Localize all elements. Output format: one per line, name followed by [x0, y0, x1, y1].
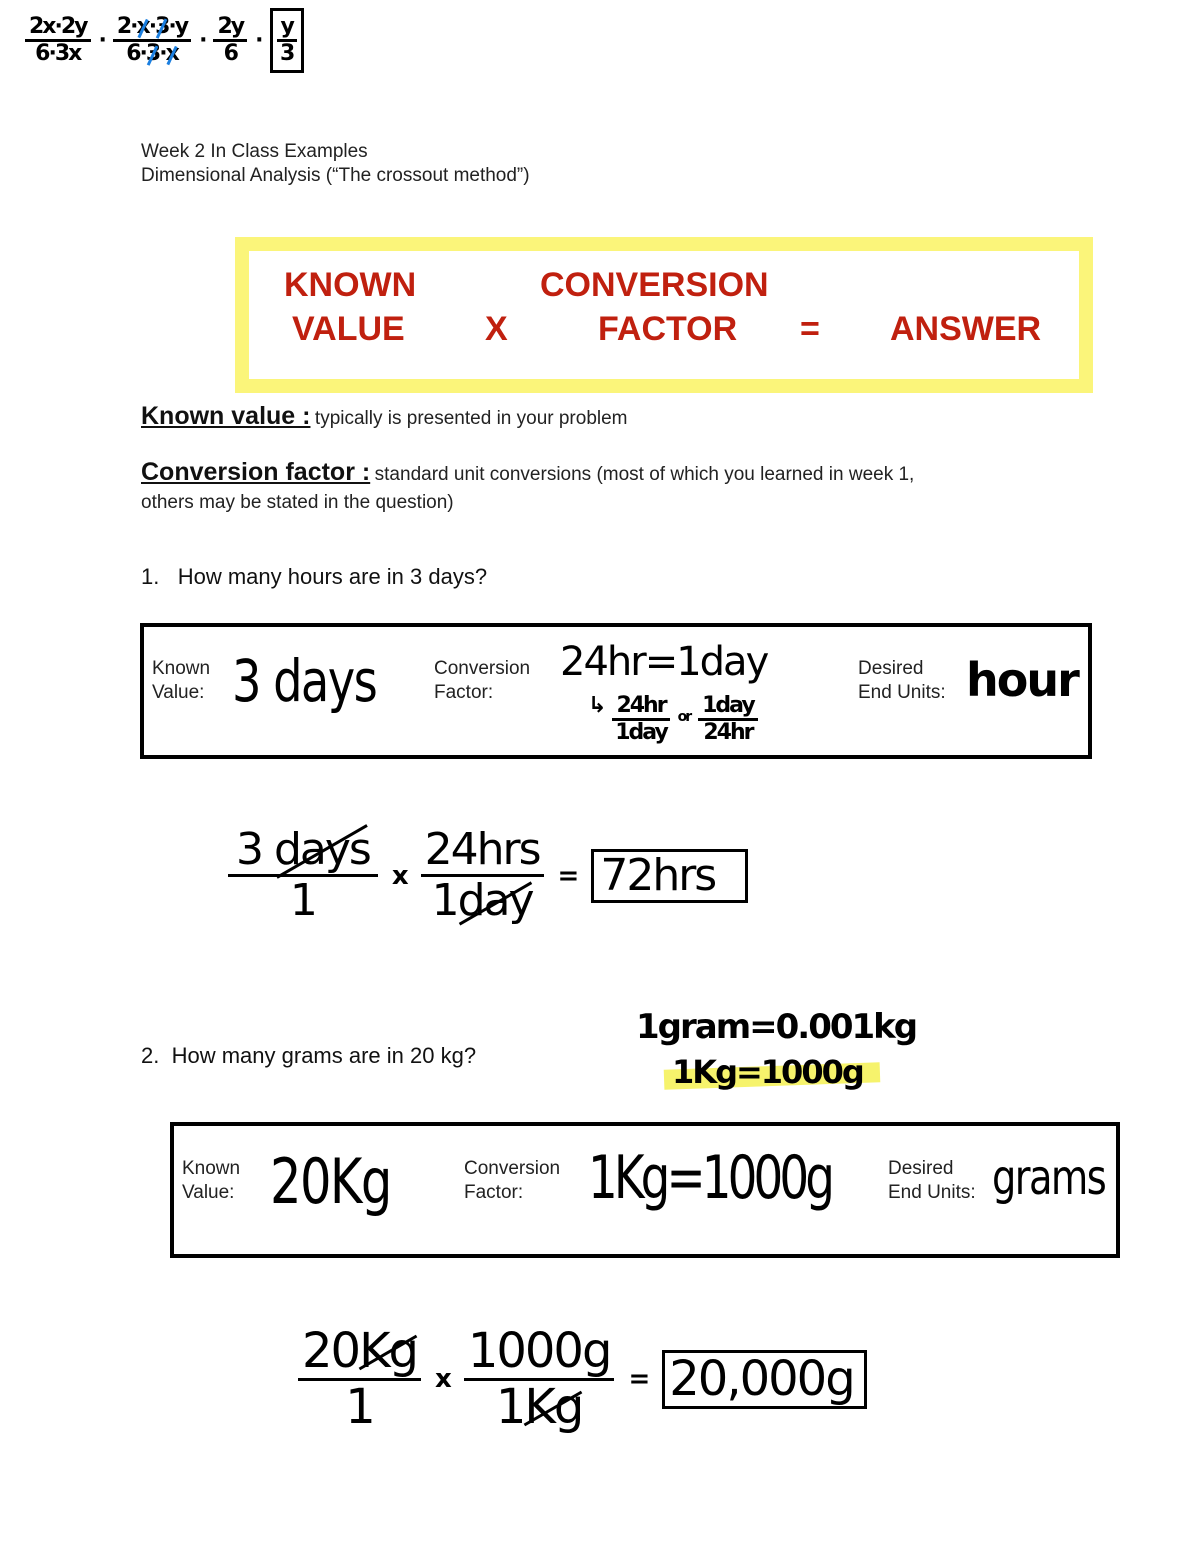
text: day [457, 875, 533, 927]
text: 6·3x [35, 41, 81, 67]
text: End Units: [858, 682, 946, 703]
boxed-answer [270, 8, 304, 73]
text: 2· [116, 14, 137, 39]
text: Kg [359, 1323, 418, 1379]
formula-times: X [485, 310, 508, 348]
known-label [152, 657, 210, 705]
text: How many hours are in 3 days? [177, 564, 488, 589]
text: · [255, 27, 262, 53]
text: Known value : [141, 402, 311, 430]
text: 2x·2y [25, 15, 91, 42]
known-label [182, 1157, 240, 1205]
text: 1 [431, 875, 458, 927]
end-units-label [888, 1157, 976, 1205]
text: 6· [126, 41, 146, 67]
text: 1. [141, 564, 160, 589]
text: Known [182, 1158, 241, 1179]
conversion-fractions [588, 694, 758, 745]
text: or [677, 709, 691, 725]
text: days [274, 824, 370, 875]
boxed-answer: 72hrs [591, 849, 748, 903]
text: x [435, 1364, 450, 1394]
question-2 [141, 1043, 476, 1069]
question-2-work [298, 1325, 867, 1434]
conversion-label [464, 1157, 560, 1205]
text: Desired [888, 1158, 954, 1179]
text: Factor: [464, 1182, 524, 1203]
end-units-label [858, 657, 946, 705]
text: x [165, 41, 178, 67]
fraction [213, 15, 247, 66]
end-units-value: grams [992, 1150, 1106, 1206]
text: 1000g [464, 1325, 615, 1381]
text: x [136, 14, 149, 39]
question-1 [141, 564, 487, 590]
page-title: Week 2 In Class Examples [141, 141, 368, 162]
conversion-factor-definition [141, 458, 914, 487]
text: 1 [495, 1378, 525, 1435]
text: Conversion [464, 1158, 561, 1179]
conversion-value: 1Kg=1000g [588, 1143, 832, 1213]
text: Factor: [434, 682, 494, 703]
page-subtitle: Dimensional Analysis (“The crossout method”) [141, 165, 530, 186]
text: 1 [345, 1378, 374, 1435]
fraction [113, 15, 191, 66]
text: · [148, 14, 156, 39]
text: Known [152, 658, 211, 679]
formula-factor: FACTOR [598, 310, 738, 348]
text: 2y [213, 15, 247, 42]
text: End Units: [888, 1182, 976, 1203]
text: = [557, 860, 578, 891]
formula-known: KNOWN [284, 266, 417, 304]
formula-value: VALUE [292, 310, 405, 348]
text: Value: [152, 682, 205, 703]
text: 24hr [612, 694, 669, 721]
text: Kg [524, 1378, 583, 1435]
text: standard unit conversions (most of which you learned in week 1, [374, 464, 915, 485]
text: 3 [280, 41, 294, 67]
text: ·y [168, 14, 188, 39]
text: typically is presented in your problem [314, 408, 628, 429]
known-value: 3 days [232, 647, 377, 715]
conversion-label [434, 657, 530, 705]
text: 20 [302, 1323, 360, 1379]
text: Desired [858, 658, 924, 679]
text: Conversion [434, 658, 531, 679]
text: Conversion factor : [141, 458, 371, 486]
text: 24hr [703, 720, 753, 746]
text: 6 [223, 41, 237, 67]
note-gram-conversion: 1gram=0.001kg [636, 1007, 917, 1047]
text: 3 [236, 824, 262, 875]
fraction [25, 15, 91, 66]
text: 1day [698, 694, 758, 721]
text: x [391, 860, 407, 891]
formula-conversion: CONVERSION [540, 266, 769, 304]
conversion-value: 24hr=1day [560, 639, 768, 685]
definition-continued: others may be stated in the question) [141, 492, 454, 513]
text: = [628, 1364, 649, 1394]
known-value: 20Kg [270, 1145, 391, 1218]
text: · [98, 27, 105, 53]
scratch-equation [25, 8, 304, 73]
text: 1 [289, 875, 316, 927]
text: 2. [141, 1043, 160, 1068]
text: Value: [182, 1182, 235, 1203]
text: 3 [145, 41, 160, 67]
note-kg-conversion: 1Kg=1000g [672, 1053, 863, 1091]
end-units-value: hour [966, 653, 1078, 707]
formula-answer: ANSWER [890, 310, 1042, 348]
text: 3 [155, 14, 169, 39]
known-value-definition [141, 402, 628, 431]
boxed-answer: 20,000g [662, 1350, 866, 1409]
text: 1day [615, 720, 667, 746]
formula-equals: = [800, 310, 820, 348]
text: y [277, 15, 297, 42]
question-1-work [228, 826, 748, 926]
text: · [159, 41, 166, 67]
text: · [199, 27, 206, 53]
text: How many grams are in 20 kg? [171, 1043, 477, 1068]
text: 24hrs [421, 826, 544, 877]
text: ↳ [588, 693, 605, 718]
